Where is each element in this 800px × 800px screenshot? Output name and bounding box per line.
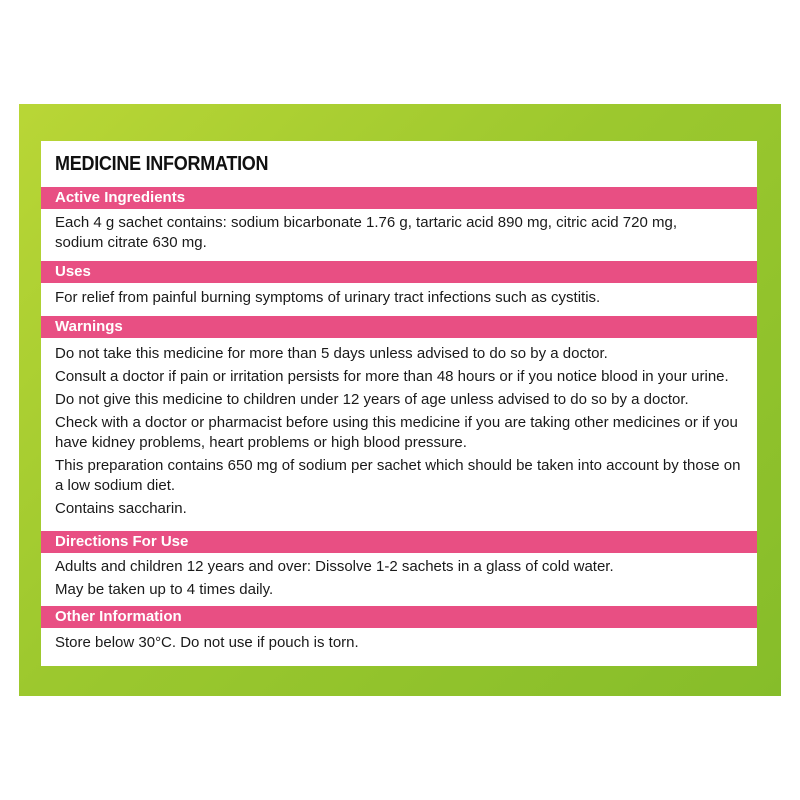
section-line: This preparation contains 650 mg of sodium per sachet which should be taken into account by those on a low sodium diet. (55, 457, 741, 494)
section-header-active-ingredients (41, 187, 757, 209)
section-heading: Active Ingredients (55, 189, 186, 206)
section-heading: Other Information (55, 608, 182, 625)
section-line: Each 4 g sachet contains: sodium bicarbonate 1.76 g, tartaric acid 890 mg, citric acid 720 mg, sodium citrate 630 mg. (55, 214, 678, 251)
section-line: Consult a doctor if pain or irritation persists for more than 48 hours or if you notice blood in your urine. (55, 368, 729, 385)
section-header-directions (41, 531, 757, 553)
section-body-uses (55, 288, 745, 311)
section-body-directions (55, 557, 745, 603)
section-line: Do not take this medicine for more than 5 days unless advised to do so by a doctor. (55, 345, 608, 362)
section-line: May be taken up to 4 times daily. (55, 581, 274, 598)
section-header-uses (41, 261, 757, 283)
section-header-warnings (41, 316, 757, 338)
section-header-other-information (41, 606, 757, 628)
section-line: For relief from painful burning symptoms of urinary tract infections such as cystitis. (55, 289, 601, 306)
section-heading: Uses (55, 263, 91, 280)
section-line: Store below 30°C. Do not use if pouch is torn. (55, 634, 359, 651)
section-heading: Warnings (55, 318, 123, 335)
medicine-info-card (41, 141, 757, 666)
section-body-other-information (55, 633, 745, 656)
section-line: Do not give this medicine to children under 12 years of age unless advised to do so by a doctor. (55, 391, 689, 408)
section-line: Adults and children 12 years and over: Dissolve 1-2 sachets in a glass of cold water. (55, 558, 614, 575)
section-body-active-ingredients (55, 213, 745, 256)
section-line: Contains saccharin. (55, 500, 187, 517)
section-body-warnings (55, 344, 745, 522)
section-heading: Directions For Use (55, 533, 189, 550)
section-line: Check with a doctor or pharmacist before using this medicine if you are taking other medicines or if you have kidney problems, heart problems or high blood pressure. (55, 414, 738, 451)
card-title: MEDICINE INFORMATION (55, 153, 269, 175)
